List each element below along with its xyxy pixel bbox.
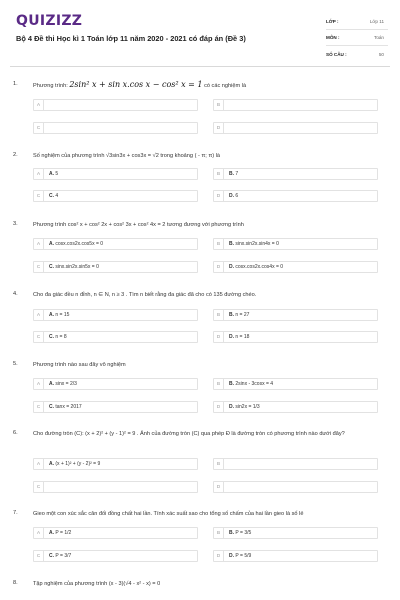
document-title: Bộ 4 Đề thi Học kì 1 Toán lớp 11 năm 2020 - 2021 có đáp án (Đề 3) [16, 34, 246, 43]
question-text: Phương trình nào sau đây vô nghiệm [33, 362, 126, 368]
document-header [0, 0, 400, 66]
option-b[interactable] [213, 527, 378, 539]
option-letter: B [214, 310, 224, 320]
option-text: A. (x + 1)² + (y - 2)² = 9 [49, 461, 101, 467]
question-text: Gieo một con xúc sắc cân đối đồng chất hai lần. Tính xác suất sao cho tổng số chấm của hai lần gieo là số lẻ [33, 511, 304, 517]
option-text: D. cosx.cos2x.cos4x = 0 [229, 264, 284, 270]
question-text-before: Phương trình: [33, 83, 68, 89]
option-text: C. sinx.sin2x.sin5x = 0 [49, 264, 99, 270]
option-text: B. 7 [229, 171, 239, 177]
option-text: A. cosx.cos2x.cos5x = 0 [49, 241, 104, 247]
meta-row-count [326, 46, 388, 62]
option-text: B. 2sinx - 3cosx = 4 [229, 381, 274, 387]
option-letter: C [34, 191, 44, 201]
option-d[interactable] [213, 122, 378, 134]
option-d[interactable] [213, 550, 378, 562]
option-letter: D [214, 332, 224, 342]
option-c[interactable] [33, 261, 198, 273]
option-text: D. P = 5/9 [229, 553, 252, 559]
option-c[interactable] [33, 401, 198, 413]
option-c[interactable] [33, 481, 198, 493]
question-number: 8. [13, 580, 18, 586]
meta-label: LỚP : [326, 19, 339, 24]
option-letter: A [34, 100, 44, 110]
option-text: A. n = 15 [49, 312, 70, 318]
meta-label: MÔN : [326, 35, 340, 40]
option-letter: D [214, 551, 224, 561]
option-text: B. sinx.sin2x.sin4x = 0 [229, 241, 279, 247]
option-b[interactable] [213, 238, 378, 250]
option-text: B. n = 27 [229, 312, 250, 318]
option-a[interactable] [33, 527, 198, 539]
option-b[interactable] [213, 378, 378, 390]
option-letter: A [34, 528, 44, 538]
option-letter: B [214, 528, 224, 538]
option-c[interactable] [33, 550, 198, 562]
question-text: Cho đa giác đều n đỉnh, n ∈ N, n ≥ 3 . Tìm n biết rằng đa giác đã cho có 135 đường chéo. [33, 292, 257, 298]
meta-panel [326, 14, 388, 62]
question-number: 6. [13, 430, 18, 436]
option-letter: A [34, 239, 44, 249]
option-text: A. 5 [49, 171, 59, 177]
option-letter: A [34, 459, 44, 469]
meta-value: Lớp 11 [369, 19, 384, 24]
option-letter: D [214, 123, 224, 133]
quizizz-logo: QUIZIZZ [16, 13, 83, 29]
question-number: 5. [13, 361, 18, 367]
option-letter: B [214, 379, 224, 389]
option-letter: C [34, 402, 44, 412]
question-formula: 2sin² x + sin x.cos x − cos² x = 1 [69, 80, 203, 89]
header-divider [10, 66, 390, 67]
question-number: 4. [13, 291, 18, 297]
option-letter: B [214, 169, 224, 179]
question-text: Số nghiệm của phương trình √3sin3x + cos3x = √2 trong khoảng ( - π; π) là [33, 153, 221, 159]
option-b[interactable] [213, 458, 378, 470]
option-d[interactable] [213, 190, 378, 202]
question-number: 1. [13, 81, 18, 87]
option-letter: A [34, 379, 44, 389]
option-c[interactable] [33, 122, 198, 134]
option-a[interactable] [33, 238, 198, 250]
option-a[interactable] [33, 378, 198, 390]
option-letter: C [34, 123, 44, 133]
question-text-after: có các nghiệm là [204, 83, 247, 89]
option-letter: A [34, 310, 44, 320]
option-text: C. tanx = 2017 [49, 404, 82, 410]
meta-value: Toán [374, 35, 384, 40]
option-text: C. 4 [49, 193, 59, 199]
option-letter: C [34, 551, 44, 561]
option-letter: D [214, 402, 224, 412]
question-number: 2. [13, 152, 18, 158]
option-a[interactable] [33, 458, 198, 470]
option-letter: A [34, 169, 44, 179]
option-letter: D [214, 191, 224, 201]
question-text: Tập nghiệm của phương trình (x - 3)(√4 - x² - x) = 0 [33, 581, 161, 587]
option-letter: B [214, 459, 224, 469]
option-d[interactable] [213, 261, 378, 273]
option-letter: B [214, 100, 224, 110]
option-b[interactable] [213, 168, 378, 180]
option-text: D. 6 [229, 193, 239, 199]
meta-label: SỐ CÂU : [326, 51, 347, 57]
option-text: A. sinx = 2/3 [49, 381, 77, 387]
option-text: A. P = 1/2 [49, 530, 72, 536]
meta-row-subject [326, 30, 388, 46]
option-b[interactable] [213, 309, 378, 321]
option-a[interactable] [33, 99, 198, 111]
question-number: 3. [13, 221, 18, 227]
option-b[interactable] [213, 99, 378, 111]
meta-row-class [326, 14, 388, 30]
option-d[interactable] [213, 331, 378, 343]
option-text: D. n = 18 [229, 334, 250, 340]
option-c[interactable] [33, 331, 198, 343]
question-text [33, 81, 373, 90]
question-text: Cho đường tròn (C): (x + 2)² + (y - 1)² = 9 . Ảnh của đường tròn (C) qua phép Đ là đường tròn có phương trình nào dưới đây? [33, 431, 345, 437]
option-a[interactable] [33, 309, 198, 321]
question-number: 7. [13, 510, 18, 516]
option-letter: D [214, 262, 224, 272]
question-text: Phương trình cos² x + cos² 2x + cos² 3x + cos² 4x = 2 tương đương với phương trình [33, 222, 244, 228]
option-letter: C [34, 332, 44, 342]
meta-value: 50 [378, 51, 384, 57]
option-letter: B [214, 239, 224, 249]
option-letter: D [214, 482, 224, 492]
option-text: B. P = 3/5 [229, 530, 252, 536]
option-a[interactable] [33, 168, 198, 180]
option-c[interactable] [33, 190, 198, 202]
option-text: D. sin2x = 1/3 [229, 404, 260, 410]
option-letter: C [34, 262, 44, 272]
option-d[interactable] [213, 481, 378, 493]
option-text: C. P = 3/7 [49, 553, 72, 559]
option-d[interactable] [213, 401, 378, 413]
option-text: C. n = 8 [49, 334, 67, 340]
option-letter: C [34, 482, 44, 492]
